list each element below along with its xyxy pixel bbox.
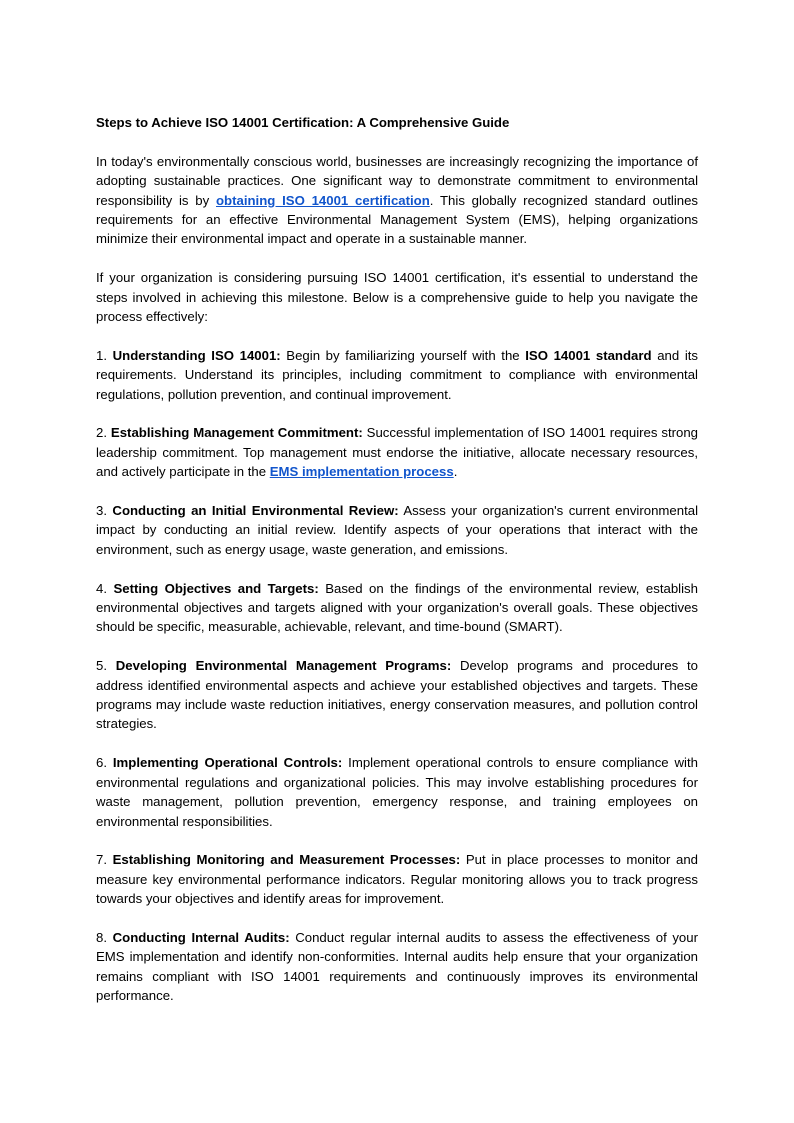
step-1-paragraph [96, 346, 698, 404]
step-7-paragraph [96, 850, 698, 908]
step-3-paragraph [96, 501, 698, 559]
step-5-text: Develop programs and procedures to address identified environmental aspects and achieve your established objectives and targets. These programs may include waste reduction initiatives, energy conservation measures, and pollution control strategies. [96, 658, 698, 732]
step-4-text: Based on the findings of the environmental review, establish environmental objectives and targets aligned with your organization's overall goals. These objectives should be specific, measurable, achievable, relevant, and time-bound (SMART). [96, 580, 698, 635]
step-4-paragraph [96, 579, 698, 637]
step-1-heading: Understanding ISO 14001: [112, 347, 281, 363]
step-6-heading: Implementing Operational Controls: [112, 755, 343, 771]
step-5-number: 5. [96, 658, 116, 674]
step-5-heading: Developing Environmental Management Programs: [115, 658, 452, 674]
document-page [96, 113, 698, 1025]
step-7-text: Put in place processes to monitor and measure key environmental performance indicators. Regular monitoring allows you to track progress towards your objectives and identify areas for improvement. [96, 852, 698, 907]
step-2-number: 2. [96, 425, 111, 441]
document-title: Steps to Achieve ISO 14001 Certification: A Comprehensive Guide [96, 115, 510, 130]
intro-paragraph [96, 152, 698, 249]
step-3-number: 3. [96, 503, 113, 519]
step-8-number: 8. [96, 929, 113, 945]
step-2-heading: Establishing Management Commitment: [110, 425, 363, 441]
step-8-heading: Conducting Internal Audits: [112, 929, 290, 945]
step-1-text-a: Begin by familiarizing yourself with the [280, 347, 526, 363]
step-5-paragraph [96, 656, 698, 734]
step-6-paragraph [96, 753, 698, 831]
step-3-heading: Conducting an Initial Environmental Review: [112, 503, 399, 519]
step-2-text-b: . [453, 464, 458, 480]
step-4-number: 4. [96, 580, 114, 596]
step-1-bold-inline: ISO 14001 standard [525, 347, 652, 363]
intro-text-after-link: . This globally recognized standard outlines requirements for an effective Environmental Management System (EMS), helping organizations minimize their environmental impact and operate in a sustainable manner. [96, 192, 699, 247]
step-7-number: 7. [96, 852, 113, 868]
overview-paragraph: If your organization is considering pursuing ISO 14001 certification, it's essential to understand the steps involved in achieving this milestone. Below is a comprehensive guide to help you navigate the process effectively: [96, 270, 698, 325]
step-8-text: Conduct regular internal audits to assess the effectiveness of your EMS implementation and identify non-conformities. Internal audits help ensure that your organization remains compliant with ISO 14001 requirements and continuously improves its environmental performance. [96, 929, 698, 1004]
step-8-paragraph [96, 928, 698, 1006]
step-6-text: Implement operational controls to ensure compliance with environmental regulations and organizational policies. This may involve establishing procedures for waste management, pollution prevention, emergency response, and training employees on environmental responsibilities. [96, 755, 698, 829]
step-3-text: Assess your organization's current environmental impact by conducting an initial review. Identify aspects of your operations that interact with the environment, such as energy usage, waste generation, and emissions. [96, 503, 698, 557]
obtaining-iso-14001-certification-link[interactable]: obtaining ISO 14001 certification [216, 192, 430, 208]
step-2-paragraph [96, 423, 698, 481]
intro-text-before-link: In today's environmentally conscious world, businesses are increasingly recognizing the importance of adopting sustainable practices. One significant way to demonstrate commitment to environmental responsibility is by [96, 153, 698, 208]
step-1-number: 1. [96, 347, 113, 363]
step-7-heading: Establishing Monitoring and Measurement Processes: [112, 852, 461, 868]
step-4-heading: Setting Objectives and Targets: [113, 580, 319, 596]
step-1-text-b: and its requirements. Understand its principles, including commitment to compliance with environmental regulations, pollution prevention, and continual improvement. [96, 347, 699, 402]
step-6-number: 6. [96, 755, 113, 771]
ems-implementation-process-link[interactable]: EMS implementation process [269, 464, 454, 480]
step-2-text-a: Successful implementation of ISO 14001 requires strong leadership commitment. Top management must endorse the initiative, allocate necessary resources, and actively participate in the [96, 425, 699, 480]
